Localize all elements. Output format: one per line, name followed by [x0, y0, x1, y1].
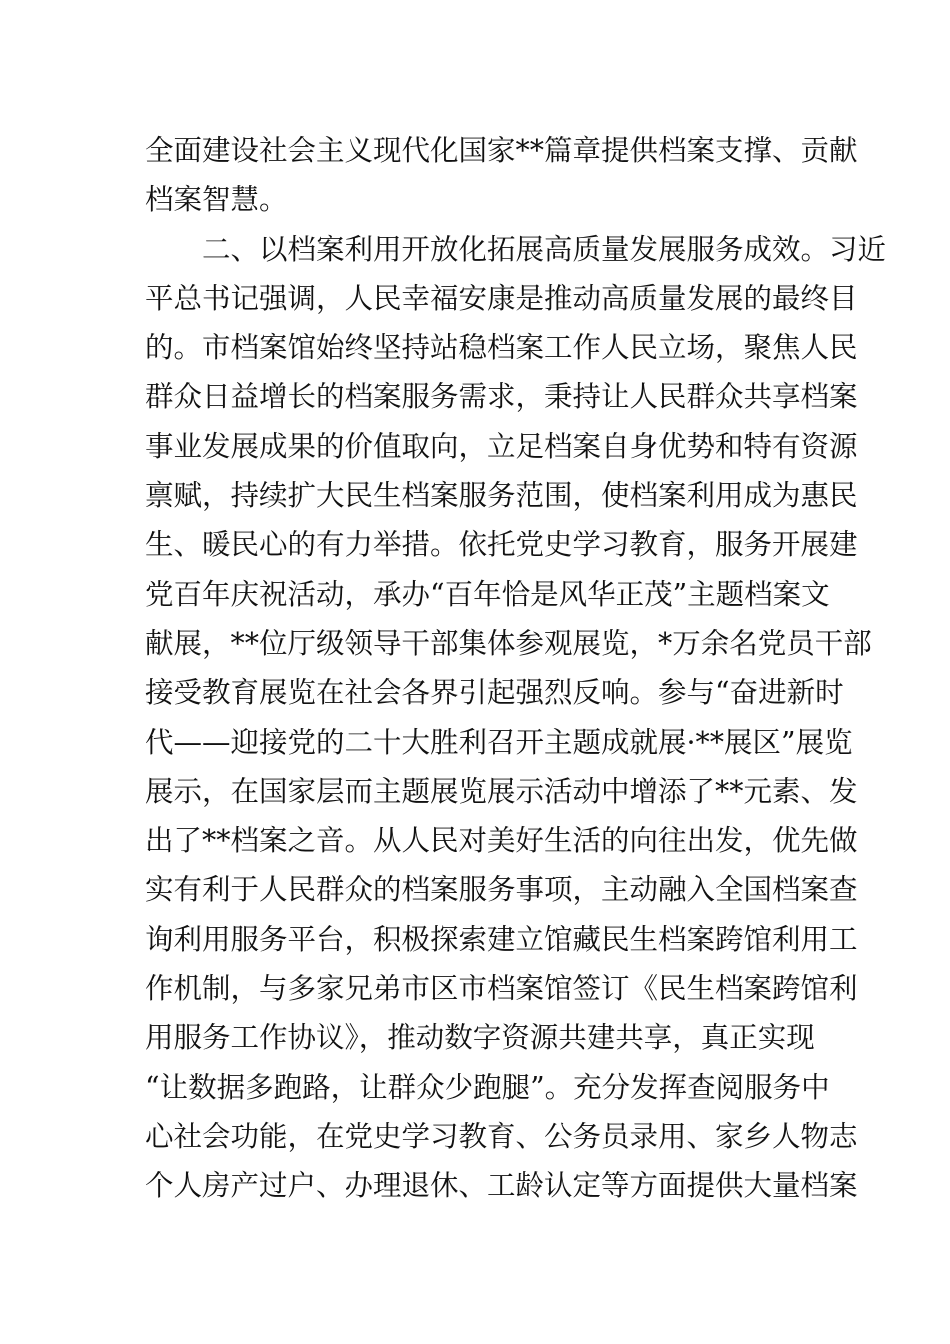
text-line: 作机制，与多家兄弟市区市档案馆签订《民生档案跨馆利: [145, 972, 858, 1006]
text-line: 献展，**位厅级领导干部集体参观展览，*万余名党员干部: [145, 626, 872, 660]
text-line: 事业发展成果的价值取向，立足档案自身优势和特有资源: [145, 429, 858, 463]
text-line: 生、暖民心的有力举措。依托党史学习教育，服务开展建: [145, 528, 858, 562]
text-line: 禀赋，持续扩大民生档案服务范围，使档案利用成为惠民: [145, 479, 858, 513]
text-line: 心社会功能，在党史学习教育、公务员录用、家乡人物志: [145, 1119, 858, 1153]
text-line: 全面建设社会主义现代化国家**篇章提供档案支撑、贡献: [145, 134, 858, 167]
text-line: 询利用服务平台，积极探索建立馆藏民生档案跨馆利用工: [145, 922, 858, 956]
text-line: 平总书记强调，人民幸福安康是推动高质量发展的最终目: [145, 281, 858, 315]
text-line: 个人房产过户、办理退休、工龄认定等方面提供大量档案: [145, 1169, 858, 1203]
text-line: 群众日益增长的档案服务需求，秉持让人民群众共享档案: [145, 380, 858, 414]
text-line: 接受教育展览在社会各界引起强烈反响。参与“奋进新时: [145, 676, 844, 710]
text-line: 展示，在国家层而主题展览展示活动中增添了**元素、发: [145, 774, 858, 808]
text-line: 用服务工作协议》，推动数字资源共建共享，真正实现: [145, 1021, 815, 1055]
text-line: 档案智慧。: [145, 183, 288, 217]
text-line: 出了**档案之音。从人民对美好生活的向往出发，优先做: [145, 824, 858, 858]
text-line: “让数据多跑路，让群众少跑腿”。充分发挥查阅服务中: [145, 1070, 830, 1104]
body-text: [145, 126, 887, 1211]
text-line: 二、以档案利用开放化拓展高质量发展服务成效。习近: [145, 232, 887, 266]
text-line: 代——迎接党的二十大胜利召开主题成就展·**展区”展览: [145, 725, 853, 759]
text-line: 实有利于人民群众的档案服务事项，主动融入全国档案查: [145, 873, 858, 907]
text-line: 的。市档案馆始终坚持站稳档案工作人民立场，聚焦人民: [145, 331, 858, 365]
text-line: 党百年庆祝活动，承办“百年恰是风华正茂”主题档案文: [145, 577, 830, 611]
